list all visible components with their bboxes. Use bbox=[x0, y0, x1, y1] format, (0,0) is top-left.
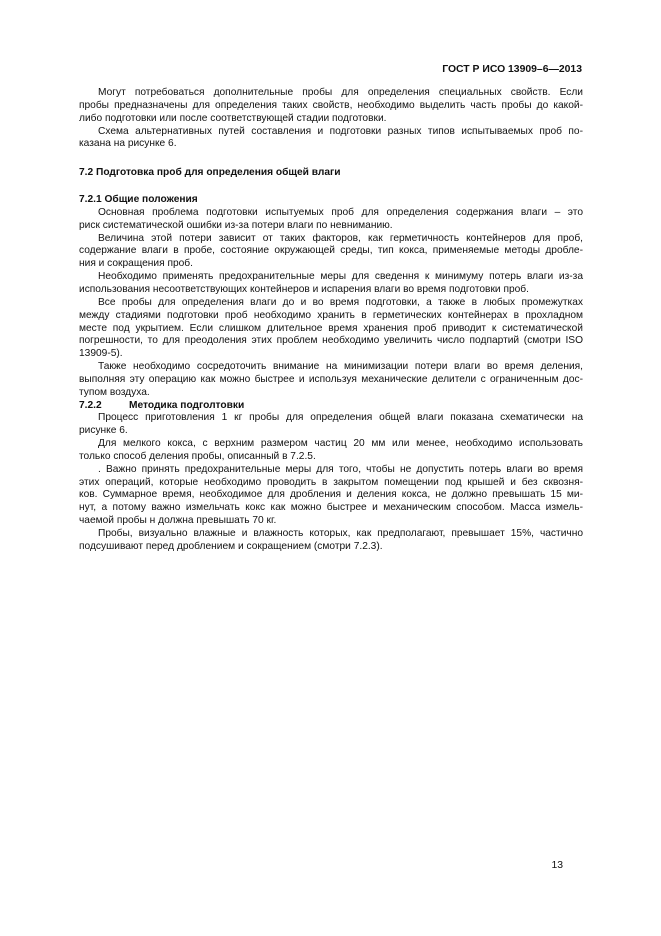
page-content bbox=[79, 87, 583, 554]
section-number: 7.2.2 bbox=[79, 399, 102, 411]
text-line: чаемой пробы н должна превышать 70 кг. bbox=[79, 515, 277, 527]
paragraph bbox=[79, 464, 583, 528]
section-heading-7-2-1: 7.2.1 Общие положения bbox=[79, 194, 198, 206]
paragraph bbox=[79, 361, 583, 400]
paragraph bbox=[79, 271, 583, 297]
text-line: использования несоответствующих контейнеров и испарения влаги во время подготовки проб. bbox=[79, 283, 529, 295]
text-line: погрешности, то для преодоления этих проблем необходимо увеличить число подпартий (смотри ISO bbox=[79, 335, 583, 347]
paragraph bbox=[79, 438, 583, 464]
text-line: рисунке 6. bbox=[79, 425, 128, 437]
text-line: риск систематической ошибки из-за потери влаги по невниманию. bbox=[79, 219, 393, 231]
text-line: ния и сокращения проб. bbox=[79, 258, 193, 270]
text-line: казана на рисунке 6. bbox=[79, 138, 177, 150]
section-title: Методика подголтовки bbox=[129, 399, 245, 411]
paragraph bbox=[79, 207, 583, 233]
text-line: 13909-5). bbox=[79, 348, 123, 360]
text-line: Могут потребоваться дополнительные пробы для определения специальных свойств. Если bbox=[98, 87, 583, 98]
text-line: подсушивают перед дроблением и сокращением (смотри 7.2.3). bbox=[79, 540, 383, 552]
section-heading-7-2-2 bbox=[79, 400, 583, 413]
text-line: Необходимо применять предохранительные меры для сведення к минимуму потерь влаги из-за bbox=[98, 271, 583, 283]
text-line: этих операций, которые необходимо проводить в закрытом помещении под крышей и без сквозня- bbox=[79, 476, 583, 488]
paragraph bbox=[79, 233, 583, 272]
paragraph bbox=[79, 412, 583, 438]
text-line: тупом воздуха. bbox=[79, 386, 150, 398]
text-line: месте под укрытием. Если слишком длительное время хранения проб приводит к систематической bbox=[79, 322, 583, 334]
text-line: нут, а потому важно измельчать кокс как можно быстрее и механическим способом. Масса измель- bbox=[79, 502, 583, 514]
text-line: содержание влаги в пробе, состояние окружающей среды, тип кокса, применяемые методы дробле- bbox=[79, 245, 583, 257]
text-line: Схема альтернативных путей составления и подготовки разных типов испытываемых проб по- bbox=[98, 125, 583, 137]
text-line: Все пробы для определения влаги до и во время подготовки, а также в любых промежутках bbox=[98, 296, 583, 308]
text-line: либо подготовки или после соответствующей стадии подготовки. bbox=[79, 112, 387, 124]
text-line: пробы предназначены для определения таких свойств, необходимо выделить часть пробы до какой- bbox=[79, 99, 583, 111]
paragraph bbox=[79, 297, 583, 361]
text-line: Процесс приготовления 1 кг пробы для определения общей влаги показана схематически на bbox=[98, 412, 583, 424]
paragraph bbox=[79, 87, 583, 126]
text-line: Пробы, визуально влажные и влажность которых, как предполагают, превышает 15%, частично bbox=[98, 528, 583, 539]
document-header: ГОСТ Р ИСО 13909–6—2013 bbox=[442, 64, 582, 75]
text-line: . Важно принять предохранительные меры для того, чтобы не допустить потерь влаги во время bbox=[98, 463, 583, 475]
text-line: только способ деления пробы, описанный в 7.2.5. bbox=[79, 450, 316, 462]
text-line: выполняя эту операцию как можно быстрее и используя механические делители с ограниченным дос- bbox=[79, 373, 583, 385]
page-number: 13 bbox=[551, 860, 563, 871]
text-line: Величина этой потери зависит от таких факторов, как герметичность контейнеров для проб, bbox=[98, 232, 583, 244]
paragraph bbox=[79, 528, 583, 554]
paragraph bbox=[79, 126, 583, 152]
text-line: Для мелкого кокса, с верхним размером частиц 20 мм или менее, необходимо использовать bbox=[98, 438, 583, 450]
text-line: ков. Суммарное время, необходимое для дробления и деления кокса, не должно превышать 15 ми- bbox=[79, 489, 583, 501]
text-line: Также необходимо сосредоточить внимание на минимизации потери влаги во время деления, bbox=[98, 361, 583, 373]
text-line: между стадиями подготовки проб необходимо хранить в герметических контейнерах в прохладном bbox=[79, 309, 583, 321]
section-heading-7-2: 7.2 Подготовка проб для определения общей влаги bbox=[79, 167, 341, 179]
text-line: Основная проблема подготовки испытуемых проб для определения содержания влаги – это bbox=[98, 206, 583, 218]
